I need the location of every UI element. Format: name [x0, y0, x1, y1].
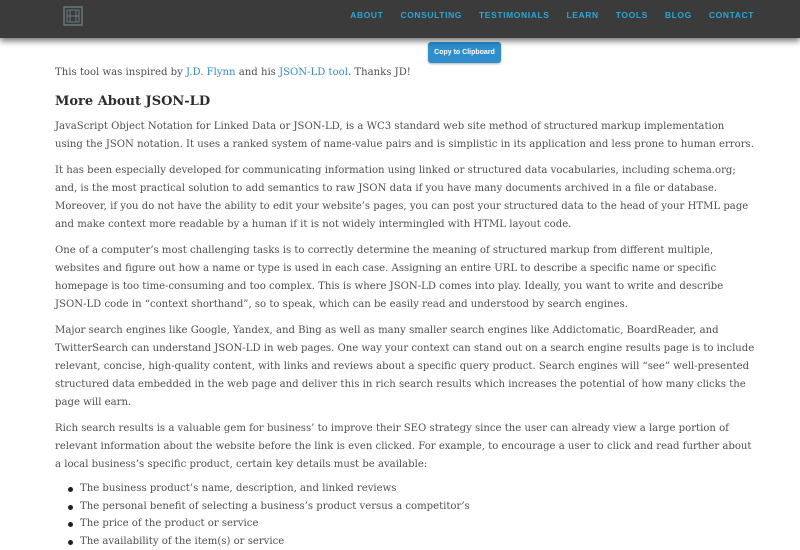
nav-link-about[interactable]: ABOUT	[350, 10, 383, 20]
paragraph-1: JavaScript Object Notation for Linked Data or JSON-LD, is a WC3 standard web site method of structured markup implementation using the JSON notation. It uses a ranked system of name-value pairs and is simplistic in its application and less prone to human errors.	[55, 118, 755, 154]
copy-to-clipboard-button[interactable]: Copy to Clipboard	[428, 42, 501, 63]
paragraph-2: It has been especially developed for communicating information using linked or structured data vocabularies, including schema.org; and, is the most practical solution to add semantics to raw JSON data if you have many documents archived in a file or database. Moreover, if you do not have the ability to edit your website’s pages, you can post your structured data to the head of your HTML page and make context more readable by a human if it is not widely intermingled with HTML layout code.	[55, 162, 755, 234]
inspired-prefix: This tool was inspired by	[55, 67, 186, 78]
paragraph-4: Major search engines like Google, Yandex, and Bing as well as many smaller search engines like Addictomatic, BoardReader, and TwitterSearch can understand JSON-LD in web pages. One way your context can stand out on a search engine results page is to include relevant, concise, high-quality content, with links and reviews about a specific query product. Search engines will “see” well-presented structured data embedded in the web page and deliver this in rich search results which increases the potential of how many clicks the page will earn.	[55, 322, 755, 412]
list-item: The business product’s name, description, and linked reviews	[80, 480, 755, 498]
grid-logo-icon[interactable]	[63, 6, 83, 26]
nav-link-blog[interactable]: BLOG	[665, 10, 692, 20]
inspired-middle: and his	[236, 67, 280, 78]
key-details-list	[55, 480, 755, 550]
inspired-note	[55, 64, 755, 82]
nav-link-testimonials[interactable]: TESTIMONIALS	[479, 10, 549, 20]
nav-link-consulting[interactable]: CONSULTING	[400, 10, 462, 20]
main-content	[55, 64, 755, 550]
paragraph-5: Rich search results is a valuable gem for business’ to improve their SEO strategy since the user can already view a large portion of relevant information about the website before the link is even clicked. For example, to encourage a user to click and read further about a local business’s specific product, certain key details must be available:	[55, 420, 755, 474]
jd-flynn-link[interactable]: J.D. Flynn	[186, 67, 236, 78]
nav-link-learn[interactable]: LEARN	[567, 10, 599, 20]
paragraph-3: One of a computer’s most challenging tasks is to correctly determine the meaning of structured markup from different multiple, websites and figure out how a name or type is used in each case. Assigning an entire URL to describe a specific name or specific homepage is too time-consuming and too complex. This is where JSON-LD comes into play. Ideally, you want to write and describe JSON-LD code in “context shorthand”, so to speak, which can be easily read and understood by search engines.	[55, 242, 755, 314]
list-item: The personal benefit of selecting a business’s product versus a competitor’s	[80, 498, 755, 516]
nav-link-tools[interactable]: TOOLS	[616, 10, 648, 20]
json-ld-tool-link[interactable]: JSON-LD tool	[279, 67, 348, 78]
inspired-suffix: . Thanks JD!	[348, 67, 411, 78]
top-navbar	[0, 0, 800, 38]
list-item: The price of the product or service	[80, 515, 755, 533]
section-heading: More About JSON-LD	[55, 91, 755, 113]
main-nav	[350, 10, 754, 20]
list-item: The availability of the item(s) or service	[80, 533, 755, 550]
nav-link-contact[interactable]: CONTACT	[709, 10, 754, 20]
